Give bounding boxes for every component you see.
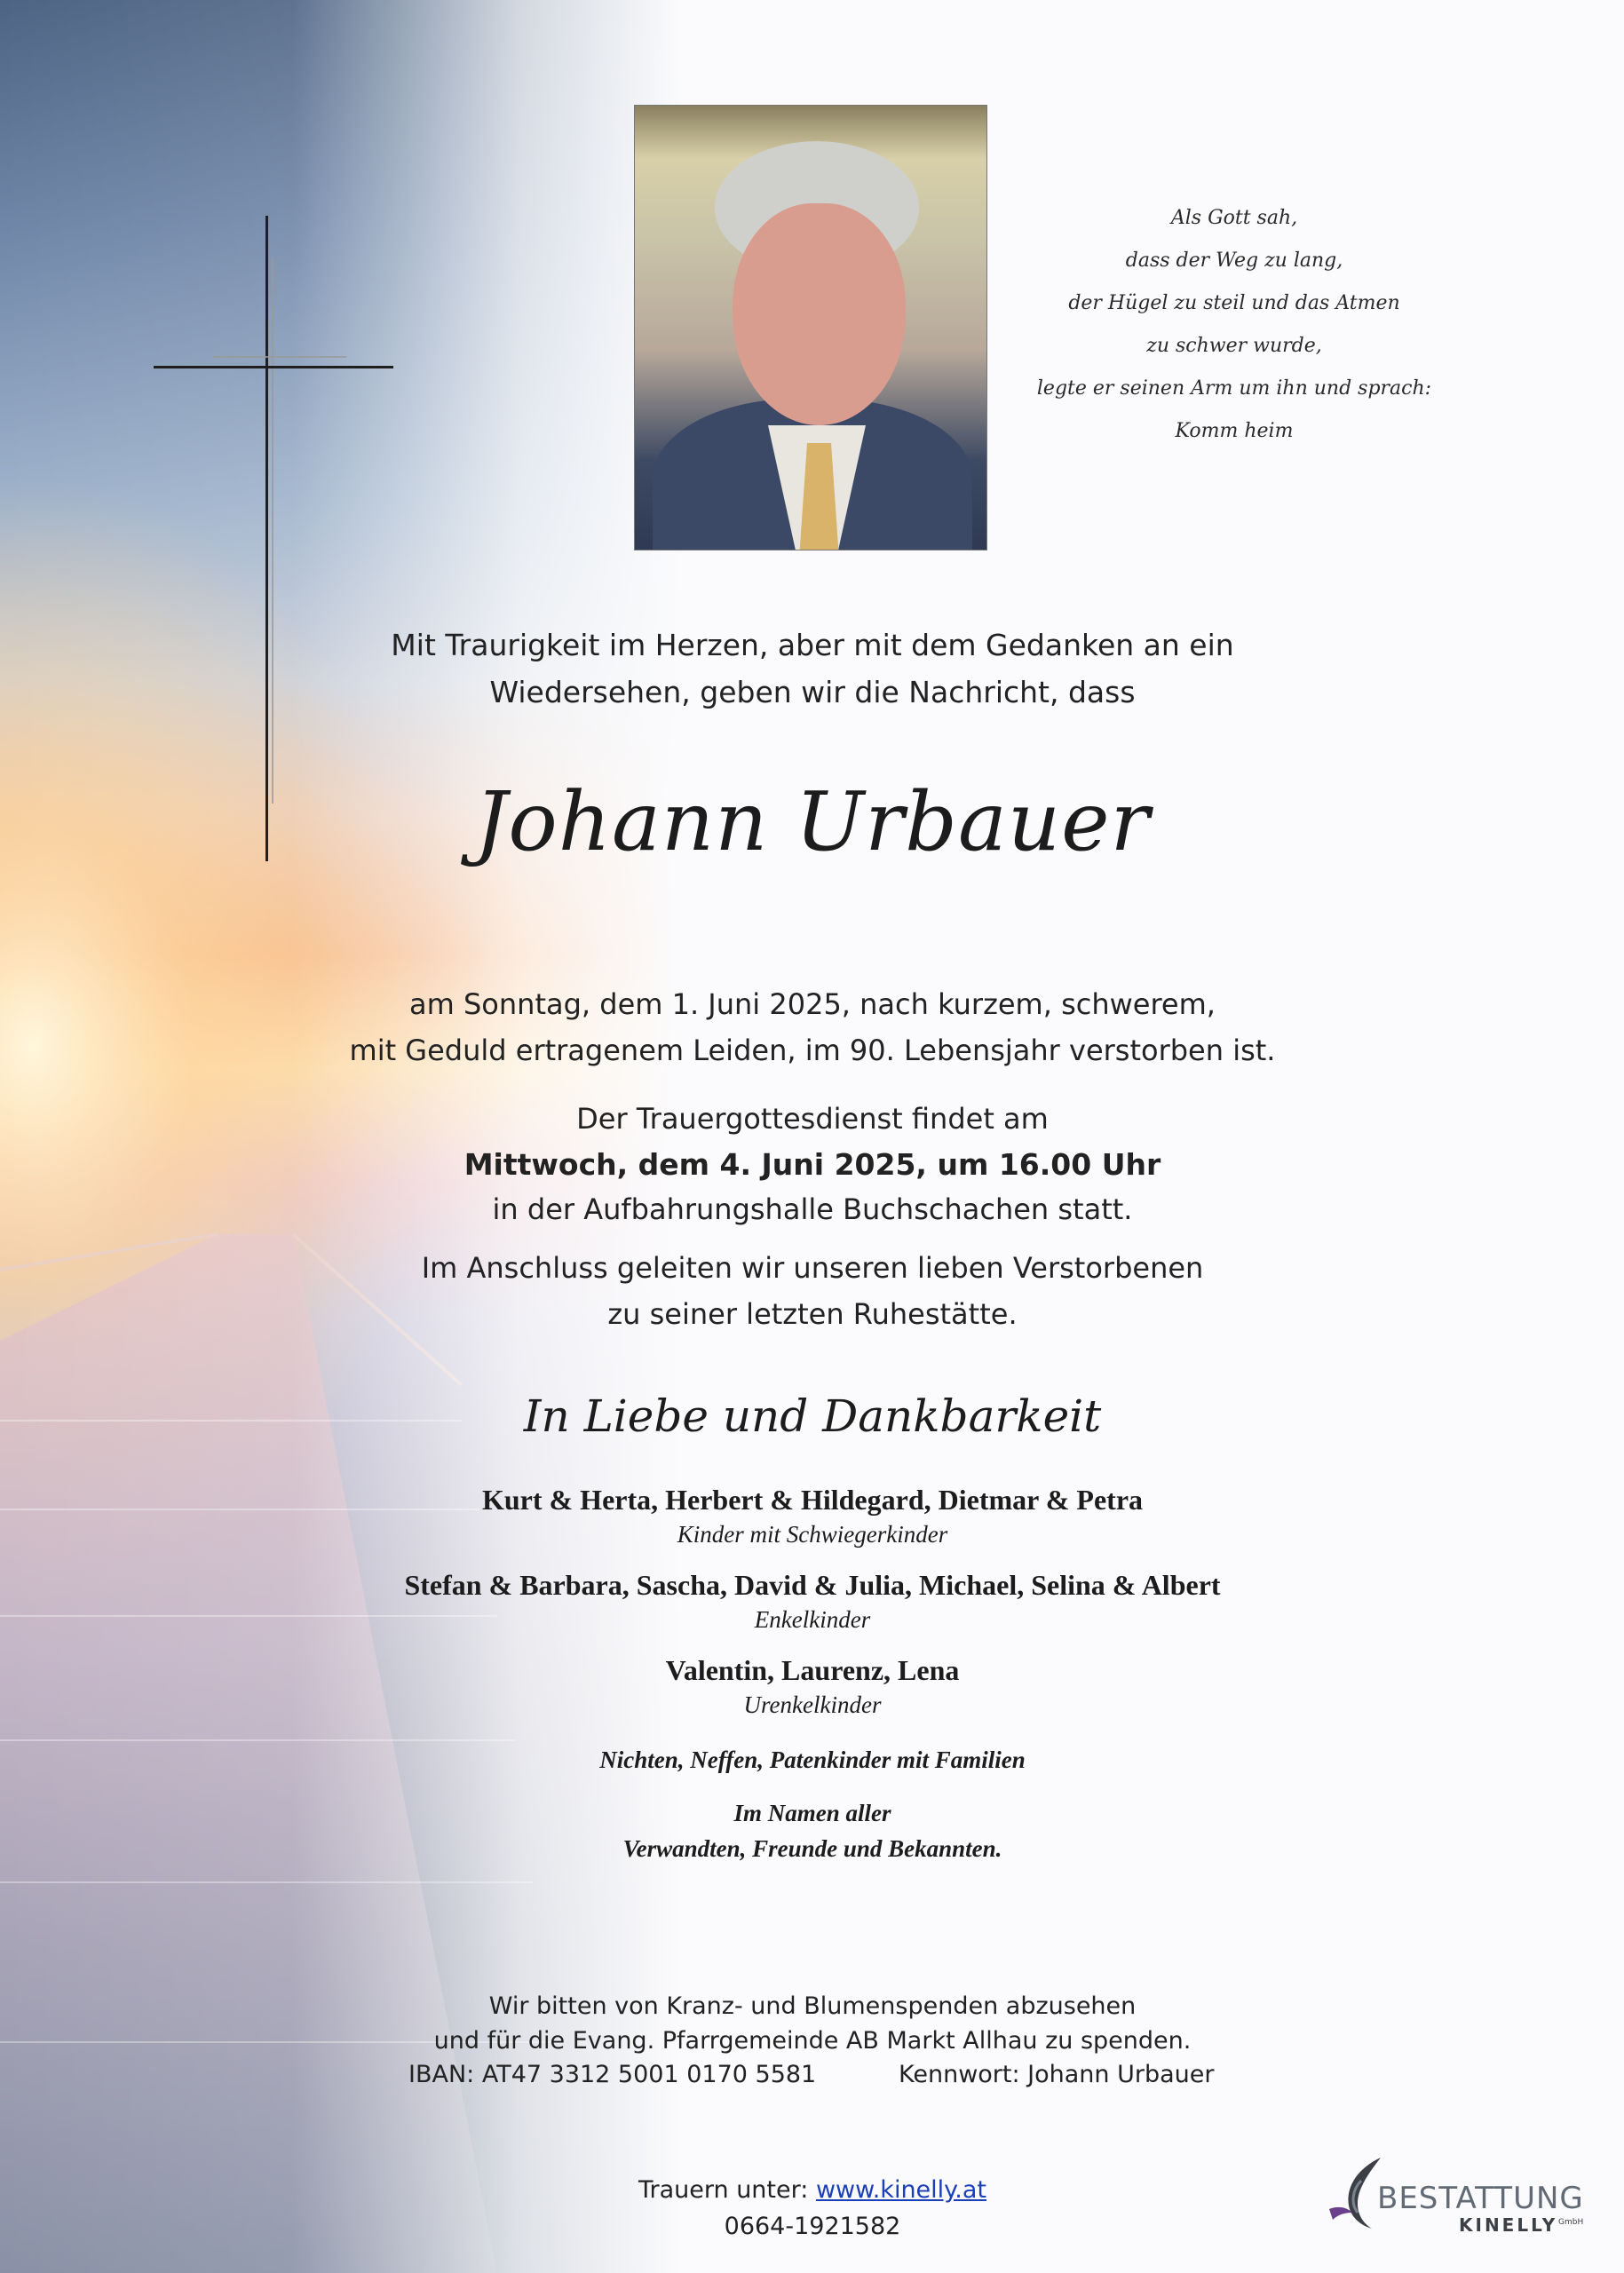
intro-line-1: Mit Traurigkeit im Herzen, aber mit dem Gedanken an ein: [391, 628, 1234, 662]
donation-line-2: und für die Evang. Pfarrgemeinde AB Markt Allhau zu spenden.: [433, 2027, 1192, 2055]
on-behalf-line-1: Im Namen aller: [733, 1800, 891, 1826]
mourner-relation: Enkelkinder: [754, 1606, 871, 1633]
death-line-2: mit Geduld ertragenem Leiden, im 90. Lebensjahr verstorben ist.: [349, 1034, 1276, 1067]
extended-family: Nichten, Neffen, Patenkinder mit Familien: [599, 1746, 1026, 1773]
iban: IBAN: AT47 3312 5001 0170 5581: [408, 2061, 817, 2088]
service-date-time: Mittwoch, dem 4. Juni 2025, um 16.00 Uhr: [463, 1147, 1161, 1182]
deceased-name: Johann Urbauer: [474, 774, 1151, 869]
service-line-1: Der Trauergottesdienst findet am: [576, 1102, 1049, 1136]
death-line-1: am Sonntag, dem 1. Juni 2025, nach kurzem, schwerem,: [409, 987, 1216, 1021]
footer-website-line: [533, 2172, 1092, 2208]
service-location: in der Aufbahrungshalle Buchschachen statt.: [492, 1192, 1133, 1226]
cross-shadow-horizontal: [213, 356, 346, 358]
poem-line: der Hügel zu steil und das Atmen: [1068, 292, 1400, 314]
mourner-relation: Urenkelkinder: [743, 1691, 882, 1718]
donation-request: [293, 1989, 1332, 2058]
burial-line-1: Im Anschluss geleiten wir unseren lieben Verstorbenen: [421, 1251, 1204, 1285]
intro-text: [293, 622, 1332, 716]
burial-info: [293, 1245, 1332, 1337]
mourner-relation: Kinder mit Schwiegerkinder: [677, 1521, 948, 1548]
mourners-list: [293, 1481, 1332, 1866]
mourner-group: [293, 1651, 1332, 1721]
logo-main-text: BESTATTUNG: [1377, 2181, 1584, 2216]
on-behalf-line-2: Verwandten, Freunde und Bekannten.: [622, 1835, 1002, 1862]
poem-line: legte er seinen Arm um ihn und sprach:: [1036, 377, 1432, 400]
poem-line: zu schwer wurde,: [1146, 335, 1322, 357]
mourner-names: Valentin, Laurenz, Lena: [665, 1654, 960, 1686]
mourner-names: Stefan & Barbara, Sascha, David & Julia, Michael, Selina & Albert: [404, 1569, 1221, 1601]
portrait-face: [733, 203, 906, 425]
poem-line: dass der Weg zu lang,: [1125, 249, 1343, 272]
death-notice: [293, 981, 1332, 1073]
phone-number: 0664-1921582: [724, 2213, 901, 2240]
donation-line-1: Wir bitten von Kranz- und Blumenspenden abzusehen: [488, 1992, 1137, 2020]
logo-sub-text: KINELLY: [1459, 2214, 1558, 2236]
intro-line-2: Wiedersehen, geben wir die Nachricht, dass: [489, 675, 1136, 709]
closing-title: In Liebe und Dankbarkeit: [523, 1390, 1102, 1442]
mourner-group: [293, 1481, 1332, 1550]
logo-suffix: GmbH: [1558, 2218, 1584, 2227]
poem-line: Komm heim: [1175, 420, 1294, 442]
funeral-service-info: [293, 1097, 1332, 1232]
burial-line-2: zu seiner letzten Ruhestätte.: [607, 1297, 1018, 1331]
bestattung-kinelly-logo: [1326, 2154, 1584, 2236]
footer-contact: [533, 2172, 1092, 2245]
website-link[interactable]: www.kinelly.at: [815, 2176, 987, 2204]
donation-keyword: Kennwort: Johann Urbauer: [899, 2061, 1215, 2088]
mourner-names: Kurt & Herta, Herbert & Hildegard, Dietmar & Petra: [481, 1484, 1144, 1516]
poem: [1030, 197, 1438, 453]
mourn-label: Trauern unter:: [638, 2176, 809, 2204]
portrait-photo: [634, 105, 987, 550]
cross-shadow-vertical: [272, 257, 273, 804]
cross-horizontal-bar: [154, 366, 393, 368]
mourner-group: [293, 1566, 1332, 1635]
poem-line: Als Gott sah,: [1170, 207, 1298, 229]
cross-vertical-bar: [265, 216, 268, 861]
